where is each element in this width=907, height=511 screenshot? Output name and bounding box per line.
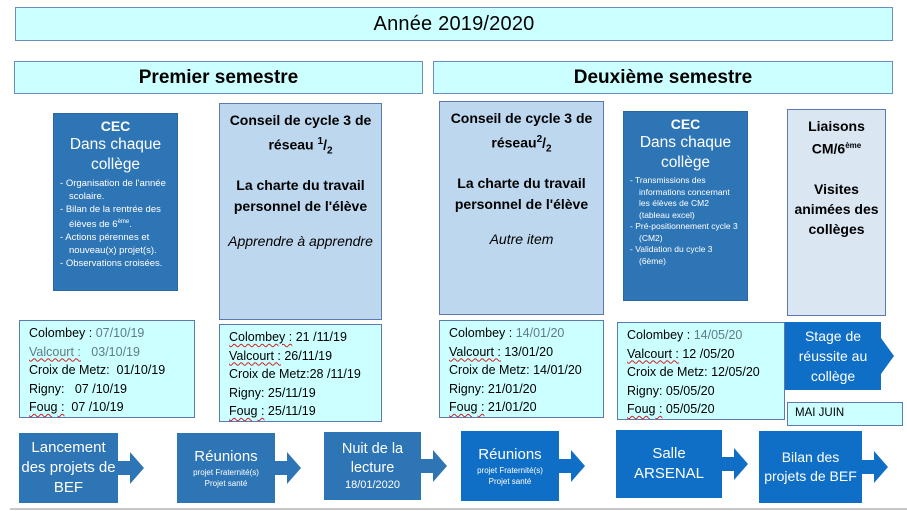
cec-first-item: - Organisation de l'année scolaire. xyxy=(60,177,171,203)
conseil-second-box xyxy=(439,101,604,315)
cec-first-item: - Observations croisées. xyxy=(60,257,171,270)
liaisons-visits: Visites animées des collèges xyxy=(794,180,879,237)
college-name: Valcourt : xyxy=(627,346,679,361)
event-label: Réunions xyxy=(194,448,258,465)
date-row xyxy=(229,347,372,366)
event-arrow-2 xyxy=(177,433,308,503)
date-row xyxy=(229,328,372,347)
cec-second-item: - Validation du cycle 3 (6ème) xyxy=(630,244,741,267)
date-row xyxy=(229,402,372,421)
date-row xyxy=(229,384,372,403)
date-row xyxy=(29,324,185,343)
cec-second-item: - Transmissions des informations concernant les élèves de CM2 (tableau excel) xyxy=(630,175,741,221)
date-value: 28 /11/19 xyxy=(309,367,361,381)
conseil-first-box xyxy=(219,103,382,320)
second-semester-header xyxy=(433,61,893,94)
event-label: Lancement des projets de BEF xyxy=(21,439,116,496)
fraction-denominator: 2 xyxy=(326,145,333,157)
date-value: 05/05/20 xyxy=(665,402,715,416)
date-value: 07/10/19 xyxy=(95,326,145,340)
date-row xyxy=(29,398,185,417)
date-row xyxy=(627,326,775,345)
date-row xyxy=(627,382,775,401)
date-row xyxy=(449,343,594,362)
liaisons-cm6: CM/6 xyxy=(811,140,846,157)
arrow-shaft xyxy=(559,459,571,473)
cec-second-item: - Pré-positionnement cycle 3 (CM2) xyxy=(630,221,741,244)
date-value: 13/01/20 xyxy=(504,344,554,359)
event-sublabel: projet Fraternité(s) xyxy=(193,468,259,477)
stage-label: Stage de réussite au collège xyxy=(798,328,868,384)
cec-second-title: CEC xyxy=(670,116,701,132)
date-row xyxy=(449,380,594,399)
date-value: 07 /10/19 xyxy=(71,400,124,414)
date-value: 12 /05/20 xyxy=(682,346,735,361)
college-name: Colombey : xyxy=(627,328,691,342)
dates-box-2 xyxy=(219,324,382,422)
college-name: Croix de Metz: xyxy=(449,363,530,377)
stage-box xyxy=(785,322,881,390)
cec-first-list xyxy=(60,177,171,270)
cec-first-title: CEC xyxy=(100,118,131,134)
date-value: 12/05/20 xyxy=(711,365,760,379)
event-box xyxy=(324,432,421,500)
college-name: Colombey : xyxy=(449,326,513,340)
date-row xyxy=(29,380,185,399)
date-value: 25/11/19 xyxy=(267,385,316,400)
cec-second-list xyxy=(630,175,741,267)
date-row xyxy=(229,365,372,384)
college-name: Colombey : xyxy=(29,326,93,340)
date-value: 21 /11/19 xyxy=(295,330,347,344)
event-arrow-5 xyxy=(616,430,748,498)
stage-period-box xyxy=(787,402,903,426)
fraction-numerator: 2 xyxy=(536,134,543,145)
conseil-first-theme: La charte du travail personnel de l'élève xyxy=(233,177,368,215)
college-name: Croix de Metz: xyxy=(627,365,708,379)
college-name: Foug : xyxy=(627,402,663,416)
conseil-second-line2: $réseau^2/_2$ xyxy=(491,134,552,155)
event-label: Salle ARSENAL xyxy=(633,445,705,482)
date-value: 14/05/20 xyxy=(693,328,743,342)
date-value: 14/01/20 xyxy=(533,363,582,377)
conseil-second-reseau: réseau xyxy=(491,134,537,151)
event-label: Bilan des projets de BEF xyxy=(764,449,857,484)
stage-arrow xyxy=(785,322,907,390)
superscript: ème xyxy=(845,141,862,150)
fraction-numerator: 1 xyxy=(317,136,324,147)
arrow-shaft xyxy=(421,459,433,473)
arrow-right-icon xyxy=(571,450,585,482)
arrow-right-icon xyxy=(881,338,894,374)
liaisons-box xyxy=(787,109,886,316)
college-name: Rigny: xyxy=(229,385,265,400)
event-box xyxy=(759,431,862,503)
cec-first-item xyxy=(60,203,171,231)
event-label: Nuit de la lecture xyxy=(341,440,404,476)
arrow-shaft xyxy=(862,460,874,474)
arrow-right-icon xyxy=(287,452,301,484)
event-arrow-3 xyxy=(324,432,450,500)
event-date: 18/01/2020 xyxy=(344,478,401,491)
cec-first-item: - Actions pérennes et nouveau(x) projet(s). xyxy=(60,231,171,257)
event-box xyxy=(616,430,722,498)
conseil-first-reseau: réseau xyxy=(268,136,314,153)
college-name: Rigny: xyxy=(29,381,65,396)
college-name: Croix de Metz: xyxy=(229,367,310,381)
arrow-right-icon xyxy=(130,452,144,484)
date-value: 01/10/19 xyxy=(116,363,166,377)
date-value: 25/11/19 xyxy=(267,404,316,418)
date-row xyxy=(627,345,775,364)
dates-box-1 xyxy=(19,320,195,418)
second-semester-label: Deuxième semestre xyxy=(573,66,753,88)
event-sublabel: Projet santé xyxy=(488,477,532,486)
arrow-shaft xyxy=(275,461,287,475)
cec-first-item-text: Bilan de la rentrée des élèves de 6 xyxy=(65,204,161,231)
conseil-second-subtheme: Autre item xyxy=(489,231,554,248)
date-row xyxy=(449,324,594,343)
event-label: Réunions xyxy=(478,446,542,463)
event-arrow-1 xyxy=(19,433,144,503)
first-semester-header xyxy=(14,61,423,94)
cec-first-box xyxy=(53,113,178,291)
date-row xyxy=(627,363,775,382)
date-row xyxy=(449,361,594,380)
liaisons-line2 xyxy=(792,136,881,159)
liaisons-line1: Liaisons xyxy=(808,118,865,134)
year-header xyxy=(15,7,893,41)
year-title: Année 2019/2020 xyxy=(373,12,535,35)
date-value: 21/01/20 xyxy=(487,381,537,396)
college-name: Croix de Metz: xyxy=(29,363,110,377)
college-name: Rigny: xyxy=(449,381,485,396)
conseil-first-line2: réseau $^1/_2$ xyxy=(268,136,333,157)
college-name: Valcourt : xyxy=(449,344,501,359)
arrow-shaft xyxy=(118,461,130,475)
date-value: 21/01/20 xyxy=(487,400,537,414)
cec-second-box xyxy=(623,111,748,301)
bottom-divider xyxy=(10,508,907,510)
college-name: Foug : xyxy=(29,400,65,414)
conseil-first-subtheme: Apprendre à apprendre xyxy=(228,233,373,250)
arrow-right-icon xyxy=(734,448,748,480)
event-arrow-6 xyxy=(759,431,889,503)
date-value: 05/05/20 xyxy=(665,383,715,398)
college-name: Foug : xyxy=(449,400,485,414)
date-value: 07 /10/19 xyxy=(74,381,127,396)
conseil-second-theme: La charte du travail personnel de l'élève xyxy=(454,175,589,213)
college-name: Valcourt : xyxy=(29,344,81,359)
fraction-denominator: 2 xyxy=(546,143,552,155)
superscript: ème xyxy=(117,219,130,225)
cec-first-subtitle: Dans chaque collège xyxy=(69,136,162,173)
date-row xyxy=(449,398,594,417)
conseil-second-line1: Conseil de cycle 3 de xyxy=(450,110,593,126)
event-sublabel: Projet santé xyxy=(204,479,248,488)
event-box xyxy=(461,431,559,501)
dates-box-4 xyxy=(617,322,785,420)
date-value: 14/01/20 xyxy=(515,326,565,340)
college-name: Colombey : xyxy=(229,330,293,344)
college-name: Rigny: xyxy=(627,383,663,398)
event-arrow-4 xyxy=(461,431,592,501)
cec-second-subtitle: Dans chaque collège xyxy=(639,134,732,171)
date-value: 26/11/19 xyxy=(284,348,333,363)
college-name: Valcourt : xyxy=(229,348,281,363)
event-box xyxy=(177,433,275,503)
stage-period: MAI JUIN xyxy=(795,407,845,419)
arrow-shaft xyxy=(722,457,734,471)
event-sublabel: projet Fraternité(s) xyxy=(477,466,543,475)
arrow-right-icon xyxy=(874,451,888,483)
date-value: 03/10/19 xyxy=(91,344,140,359)
date-row xyxy=(627,400,775,419)
arrow-right-icon xyxy=(433,450,447,482)
date-row xyxy=(29,361,185,380)
event-box xyxy=(19,433,118,503)
period: . xyxy=(129,219,132,231)
date-row xyxy=(29,343,185,362)
first-semester-label: Premier semestre xyxy=(138,66,299,88)
conseil-first-line1: Conseil de cycle 3 de xyxy=(229,112,372,128)
college-name: Foug : xyxy=(229,404,265,418)
dates-box-3 xyxy=(439,320,604,418)
